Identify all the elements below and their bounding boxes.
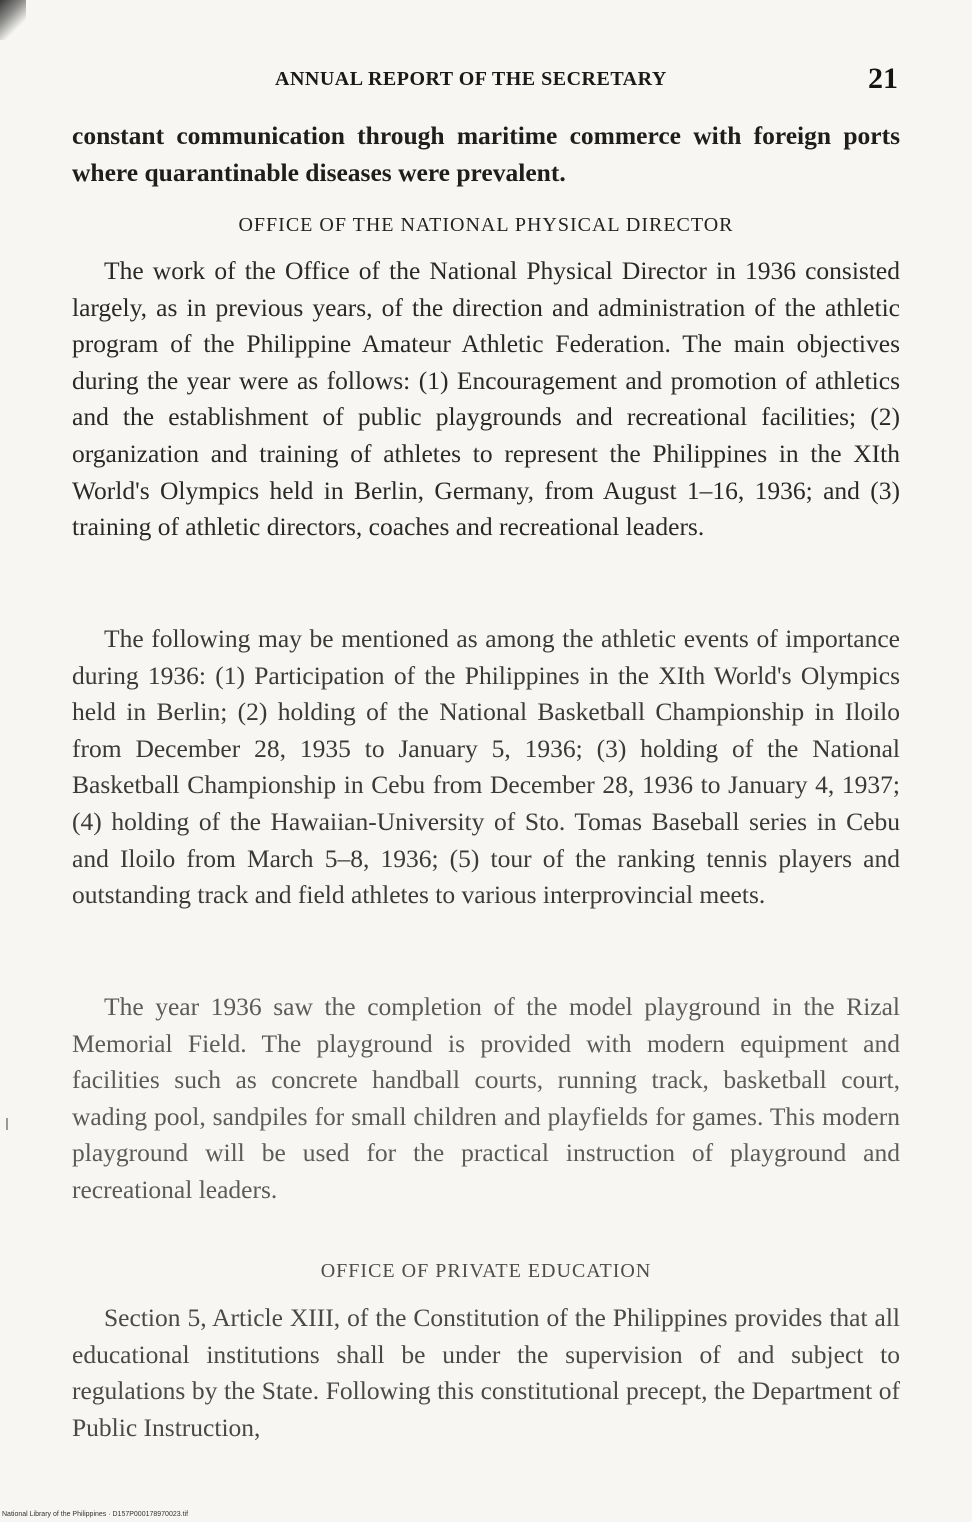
margin-mark — [6, 1118, 8, 1130]
paragraph-npd-playground: The year 1936 saw the completion of the model playground in the Rizal Memorial Field. The playground is provided with modern equipment and facilities such as concrete handball courts, running track, basketball court, wading pool, sandpiles for small children and playfields for games. This modern playground will be used for the practical instruction of playground and recreational leaders. — [72, 992, 900, 1204]
section-heading-national-physical-director: OFFICE OF THE NATIONAL PHYSICAL DIRECTOR — [238, 214, 734, 236]
footer-source-note: National Library of the Philippines · D157P000178970023.tif — [2, 1511, 189, 1518]
page-corner-shadow — [0, 0, 26, 40]
intro-paragraph: constant communication through maritime commerce with foreign ports where quarantinable diseases were prevalent. — [72, 121, 900, 187]
paragraph-npd-work: The work of the Office of the National Physical Director in 1936 consisted largely, as in previous years, of the direction and administration of the athletic program of the Philippine Amateur Athletic Federation. The main objectives during the year were as follows: (1) Encouragement and promotion of athletics and the establishment of public playgrounds and recreational facilities; (2) organization and training of athletes to represent the Philippines in the XIth World's Olympics held in Berlin, Germany, from August 1–16, 1936; and (3) training of athletic directors, coaches and recreational leaders. — [72, 256, 900, 542]
paragraph-private-education: Section 5, Article XIII, of the Constitution of the Philippines provides that all educational institutions shall be under the supervision of and subject to regulations by the State. Following this constitutional precept, the Department of Public Instruction, — [72, 1303, 900, 1442]
section-heading-private-education: OFFICE OF PRIVATE EDUCATION — [320, 1260, 652, 1282]
running-head — [0, 62, 972, 102]
page-number: 21 — [868, 62, 898, 95]
paragraph-npd-events: The following may be mentioned as among the athletic events of importance during 1936: (1) Participation of the Philippines in the XIth World's Olympics held in Berlin; (2) holding of the National Basketball Championship in Iloilo from December 28, 1935 to January 5, 1936; (3) holding of the National Basketball Championship in Cebu from December 28, 1936 to January 4, 1937; (4) holding of the Hawaiian-University of Sto. Tomas Baseball series in Cebu and Iloilo from March 5–8, 1936; (5) tour of the ranking tennis players and outstanding track and field athletes to various interprovincial meets. — [72, 624, 900, 910]
running-head-title: ANNUAL REPORT OF THE SECRETARY — [275, 68, 667, 90]
